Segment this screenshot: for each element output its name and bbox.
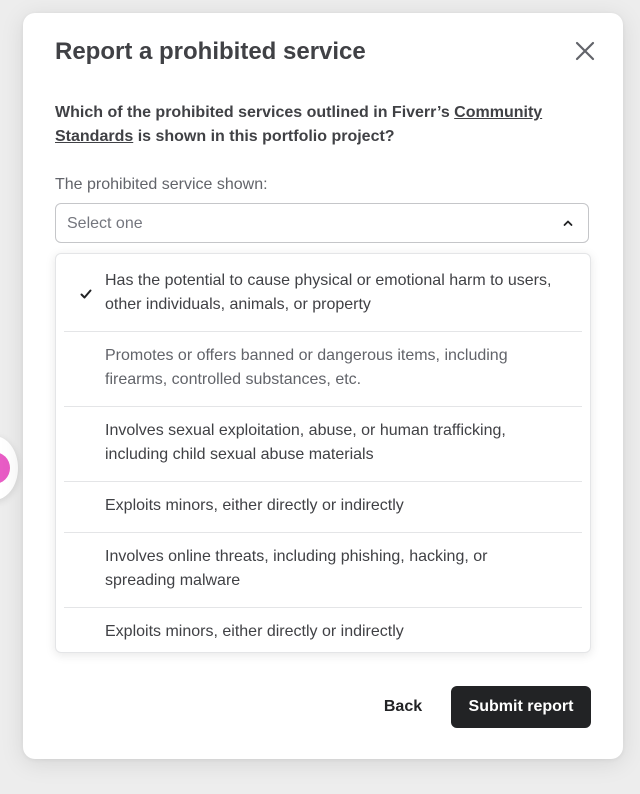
back-button[interactable]: Back [383, 698, 423, 715]
option-label: Promotes or offers banned or dangerous items, including firearms, controlled substances, etc. [105, 347, 508, 388]
question-prefix: Which of the prohibited services outlined in Fiverr’s [55, 104, 455, 121]
background-avatar [0, 436, 18, 500]
dialog-question [55, 101, 585, 149]
option-item[interactable] [64, 533, 582, 608]
option-item[interactable] [64, 254, 582, 332]
option-item[interactable] [64, 482, 582, 533]
community-standards-link[interactable]: Community Standards [55, 104, 543, 145]
option-label: Involves online threats, including phishing, hacking, or spreading malware [105, 548, 488, 589]
avatar-dot [0, 452, 10, 484]
close-icon [573, 39, 597, 63]
question-suffix: is shown in this portfolio project? [133, 128, 395, 145]
prohibited-service-select[interactable] [55, 203, 589, 243]
submit-report-button[interactable]: Submit report [451, 686, 591, 728]
field-label: The prohibited service shown: [55, 176, 268, 193]
checkmark-icon [79, 287, 93, 301]
report-dialog [23, 13, 623, 759]
dialog-title: Report a prohibited service [55, 38, 366, 65]
close-button[interactable] [573, 39, 597, 63]
option-label: Exploits minors, either directly or indirectly [105, 623, 404, 640]
select-placeholder: Select one [67, 215, 143, 232]
option-label: Exploits minors, either directly or indirectly [105, 497, 404, 514]
options-dropdown [55, 253, 591, 653]
option-label: Has the potential to cause physical or emotional harm to users, other individuals, animals, or property [105, 272, 552, 313]
option-item[interactable] [64, 332, 582, 407]
chevron-up-icon [562, 217, 574, 229]
option-label: Involves sexual exploitation, abuse, or human trafficking, including child sexual abuse materials [105, 422, 506, 463]
option-item[interactable] [64, 608, 582, 653]
option-item[interactable] [64, 407, 582, 482]
